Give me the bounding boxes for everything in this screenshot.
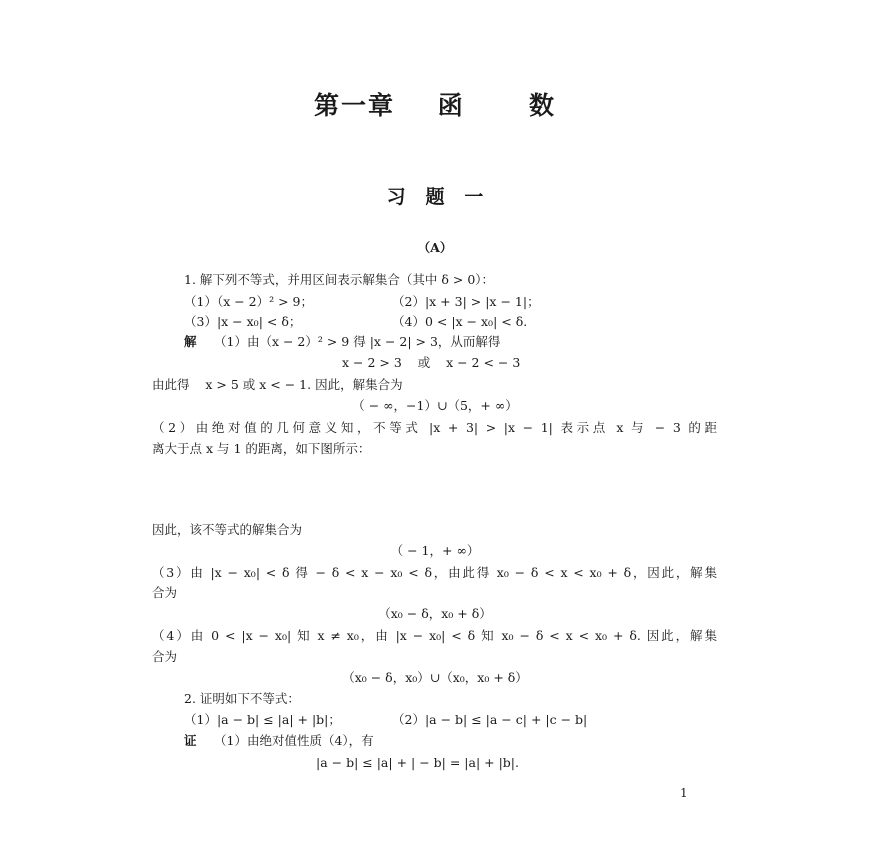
question-1: 1. 解下列不等式，并用区间表示解集合（其中 δ > 0）： <box>184 272 495 287</box>
solution-2-line-3: 因此，该不等式的解集合为 <box>152 522 303 537</box>
proof-label: 证 <box>184 733 197 748</box>
solution-label: 解 <box>184 334 197 349</box>
question-2-part-2: （2）|a − b| ≤ |a − c| + |c − b| <box>392 712 588 727</box>
solution-1-result: 由此得 x > 5 或 x < − 1. 因此，解集合为 <box>152 377 403 392</box>
proof-1-equation: |a − b| ≤ |a| + | − b| = |a| + |b|. <box>316 755 519 770</box>
question-2-part-1: （1）|a − b| ≤ |a| + |b|； <box>184 712 341 727</box>
solution-3-line-1: （3）由 |x − x₀| < δ 得 − δ < x − x₀ < δ，由此得 x₀ − δ < x < x₀ + δ，因此，解集 <box>152 565 717 580</box>
solution-3-set: （x₀ − δ，x₀ + δ） <box>378 606 492 621</box>
question-1-part-3: （3）|x − x₀| < δ； <box>184 314 302 329</box>
solution-1-equation: x − 2 > 3 或 x − 2 < − 3 <box>342 355 521 370</box>
solution-4-set: （x₀ − δ，x₀）∪（x₀，x₀ + δ） <box>342 670 528 685</box>
question-1-part-1: （1）（x − 2）² > 9； <box>184 294 314 309</box>
exercise-title: 习 题 一 <box>386 186 484 208</box>
solution-4-line-1: （4）由 0 < |x − x₀| 知 x ≠ x₀，由 |x − x₀| < δ 知 x₀ − δ < x < x₀ + δ. 因此，解集 <box>152 628 717 643</box>
question-1-part-4: （4）0 < |x − x₀| < δ. <box>392 314 528 329</box>
solution-4-line-2: 合为 <box>152 649 178 664</box>
solution-2-line-2: 离大于点 x 与 1 的距离，如下图所示： <box>152 441 371 456</box>
solution-2-set: （ − 1，+ ∞） <box>390 543 480 558</box>
solution-3-line-2: 合为 <box>152 585 178 600</box>
solution-2-line-1: （2）由绝对值的几何意义知，不等式 |x + 3| > |x − 1| 表示点 x 与 − 3 的距 <box>152 420 717 435</box>
proof-1: （1）由绝对值性质（4），有 <box>214 733 374 748</box>
solution-1-set: （ − ∞，−1）∪（5，+ ∞） <box>352 398 518 413</box>
chapter-title: 第一章 函 数 <box>313 91 557 120</box>
page-number: 1 <box>680 786 688 800</box>
question-2: 2. 证明如下不等式： <box>184 691 300 706</box>
question-1-part-2: （2）|x + 3| > |x − 1|； <box>392 294 540 309</box>
section-label: （A） <box>417 240 453 255</box>
solution-1: （1）由（x − 2）² > 9 得 |x − 2| > 3，从而解得 <box>214 334 501 349</box>
